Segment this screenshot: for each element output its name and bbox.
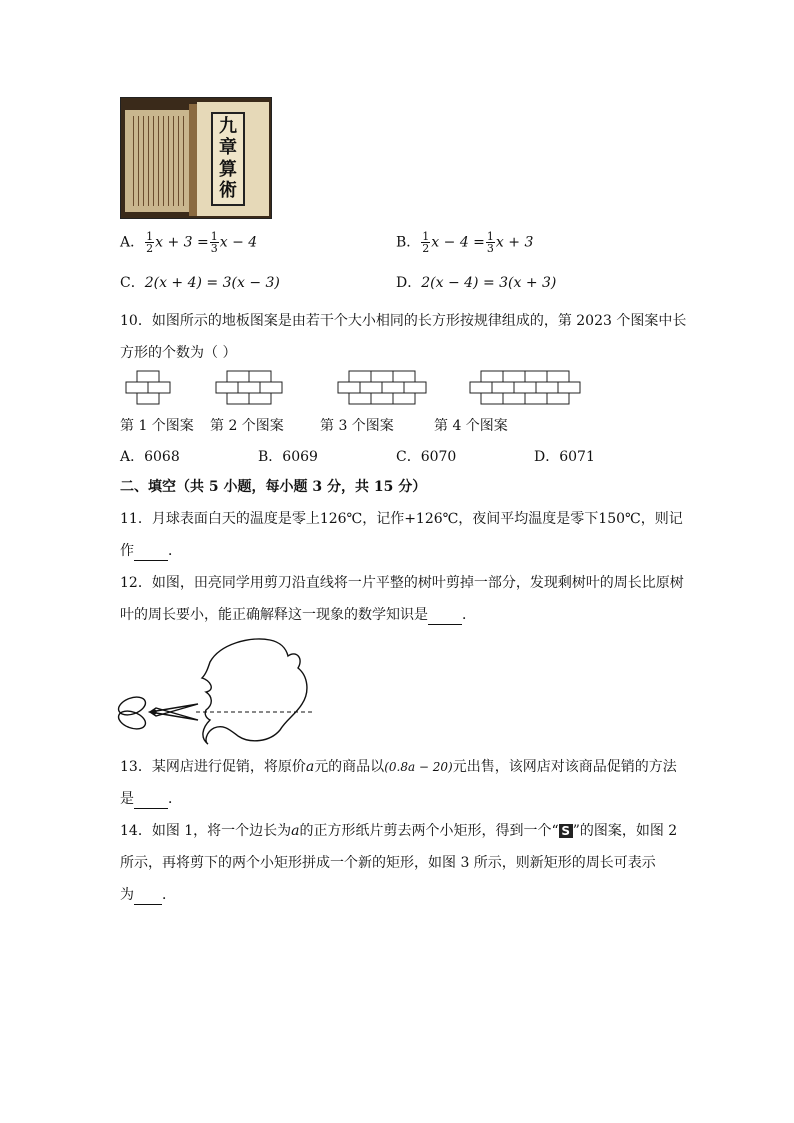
scissors-icon xyxy=(116,694,198,733)
book-spine xyxy=(189,104,197,216)
book-inner-page xyxy=(125,110,189,212)
q9-option-a: A． $\frac{1}{2}$ x + 3 = $\frac{1}{3}$ x − 4 xyxy=(120,230,258,255)
q10-option-c: C．6070 xyxy=(396,449,457,465)
s-shape-symbol: S xyxy=(559,824,573,838)
fraction: $\frac{1}{3}$ xyxy=(486,230,494,255)
answer-blank xyxy=(134,794,168,809)
pattern-label-1: 第 1 个图案 xyxy=(120,418,194,434)
cover-char-3: 算 xyxy=(219,158,237,180)
pattern-label-4: 第 4 个图案 xyxy=(434,418,508,434)
q11-text-line2: 作 ． xyxy=(120,543,182,559)
cover-char-2: 章 xyxy=(219,137,237,159)
leaf-outline xyxy=(202,639,307,744)
book-cover xyxy=(197,102,269,216)
q10-option-d: D．6071 xyxy=(534,449,595,465)
fraction: $\frac{1}{2}$ xyxy=(146,230,154,255)
book-image xyxy=(120,97,272,219)
brick-patterns xyxy=(0,368,794,408)
fraction: $\frac{1}{2}$ xyxy=(422,230,430,255)
q14-text-line1: 14．如图 1，将一个边长为a的正方形纸片剪去两个小矩形，得到一个“ S ”的图案，如图 2 xyxy=(120,823,678,839)
fraction: $\frac{1}{3}$ xyxy=(210,230,218,255)
q9-option-d: D．2(x − 4) = 3(x + 3) xyxy=(396,275,557,291)
q10-text-line2: 方形的个数为（ ） xyxy=(120,345,237,361)
q10-option-b: B．6069 xyxy=(258,449,318,465)
q10-text-line1: 10．如图所示的地板图案是由若干个大小相同的长方形按规律组成的，第 2023 个图案中长 xyxy=(120,313,687,329)
pattern-2 xyxy=(216,371,282,404)
leaf-scissors-figure xyxy=(110,632,330,748)
answer-blank xyxy=(134,546,168,561)
pattern-3 xyxy=(338,371,426,404)
pattern-4 xyxy=(470,371,580,404)
price-expression: (0.8a − 20) xyxy=(384,760,453,774)
q11-text-line1: 11．月球表面白天的温度是零上126℃，记作+126℃，夜间平均温度是零下150℃，则记 xyxy=(120,511,683,527)
pattern-1 xyxy=(126,371,170,404)
answer-blank xyxy=(134,890,162,905)
answer-blank xyxy=(428,610,462,625)
q12-text-line2: 叶的周长要小，能正确解释这一现象的数学知识是 ． xyxy=(120,607,476,623)
pattern-label-2: 第 2 个图案 xyxy=(210,418,284,434)
section2-heading: 二、填空（共 5 小题，每小题 3 分，共 15 分） xyxy=(120,479,427,495)
cover-char-4: 術 xyxy=(219,180,237,202)
q13-text-line1: 13．某网店进行促销，将原价a元的商品以(0.8a − 20)元出售，该网店对该商品促销的方法 xyxy=(120,759,677,775)
q14-text-line2: 所示，再将剪下的两个小矩形拼成一个新的矩形，如图 3 所示，则新矩形的周长可表示 xyxy=(120,855,656,871)
q9-option-b: B． $\frac{1}{2}$ x − 4 = $\frac{1}{3}$ x + 3 xyxy=(396,230,534,255)
q14-text-line3: 为 ． xyxy=(120,887,176,903)
q13-text-line2: 是 ． xyxy=(120,791,182,807)
pattern-label-3: 第 3 个图案 xyxy=(320,418,394,434)
cover-char-1: 九 xyxy=(219,115,237,137)
book-cover-label xyxy=(211,112,245,206)
q9-option-c: C．2(x + 4) = 3(x − 3) xyxy=(120,275,280,291)
q12-text-line1: 12．如图，田亮同学用剪刀沿直线将一片平整的树叶剪掉一部分，发现剩树叶的周长比原树 xyxy=(120,575,684,591)
q10-option-a: A．6068 xyxy=(120,449,180,465)
